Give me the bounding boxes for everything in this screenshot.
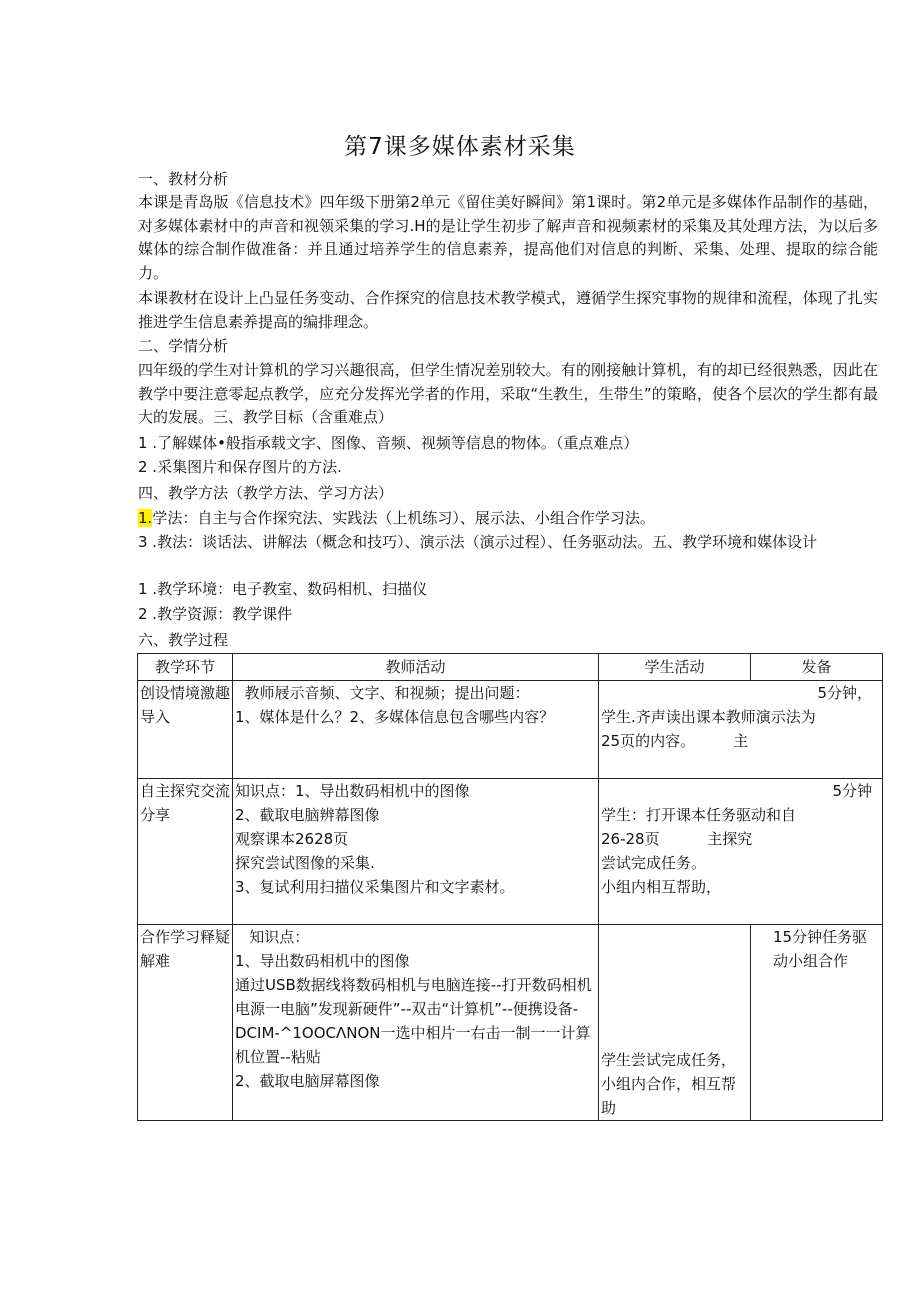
paragraph-textbook-design: 本课教材在设计上凸显任务变动、合作探究的信息技术教学模式，遵循学生探究事物的规律和流程，体现了扎实推进学生信息素养提高的编排理念。 bbox=[138, 289, 878, 331]
student-activity-cell bbox=[599, 681, 883, 779]
section-heading-students: 二、学情分析 bbox=[138, 337, 229, 355]
table-row bbox=[138, 681, 883, 779]
environment-item-1: 1 .教学环境：电子教室、数码相机、扫描仪 bbox=[138, 580, 428, 598]
student-activity-cell bbox=[599, 779, 883, 925]
student-activity-line: 26-28页 主探究 bbox=[601, 830, 753, 848]
section-heading-textbook: 一、教材分析 bbox=[138, 170, 229, 188]
teacher-activity-cell bbox=[233, 925, 599, 1121]
teacher-activity-line: 知识点：1、导出数码相机中的图像 bbox=[235, 782, 470, 800]
teacher-activity-line: 知识点： bbox=[235, 928, 310, 946]
method-item-1-text: 学法：自主与合作探究法、实践法（上机练习）、展示法、小组合作学习法。 bbox=[152, 509, 655, 527]
student-activity-cell bbox=[599, 925, 751, 1121]
table-row bbox=[138, 779, 883, 925]
teacher-activity-line: 2、截取电脑屏幕图像 bbox=[235, 1072, 380, 1090]
student-activity-line: 学生.齐声读出课本教师演示法为 bbox=[601, 708, 816, 726]
column-header: 学生活动 bbox=[599, 654, 751, 681]
highlight-marker: 1. bbox=[138, 509, 153, 527]
paragraph-student-analysis: 四年级的学生对计算机的学习兴趣很高，但学生情况差别较大。有的刚接触计算机，有的却已经很熟悉，因此在教学中要注意零起点教学，应充分发挥光学者的作用，采取“生教生，生带生”的策略，使各个层次的学生都有最大的发展。三、教学目标（含重难点） bbox=[138, 361, 878, 426]
teacher-activity-line: 1、媒体是什么？2、多媒体信息包含哪些内容？ bbox=[235, 708, 555, 726]
student-activity-line: 尝试完成任务。 bbox=[601, 854, 707, 872]
student-activity-time: 5分钟， bbox=[817, 684, 872, 702]
stage-cell: 自主探究交流分享 bbox=[138, 779, 233, 925]
paragraph-textbook-analysis: 本课是青岛版《信息技术》四年级下册第2单元《留住美好瞬间》第1课时。第2单元是多媒体作品制作的基础，对多媒体素材中的声音和视领采集的学习.H的是让学生初步了解声音和视频素材的采集及其处理方法，为以后多媒体的综合制作做准备：并且通过培养学生的信息素养，提高他们对信息的判断、采集、处理、提取的综合能力。 bbox=[138, 193, 878, 282]
teaching-process-table bbox=[137, 653, 883, 1121]
goal-item-1: 1 .了解媒体•般指承载文字、图像、音频、视频等信息的物体。（重点难点） bbox=[138, 434, 639, 452]
teacher-activity-line: 2、截取电脑辨幕图像 bbox=[235, 806, 380, 824]
teacher-activity-line: 观察课本2628页 bbox=[235, 830, 349, 848]
teacher-activity-cell bbox=[233, 681, 599, 779]
student-activity-line: 25页的内容。 主 bbox=[601, 732, 749, 750]
teacher-activity-line: 1、导出数码相机中的图像 bbox=[235, 952, 410, 970]
teacher-activity-line: 3、复试利用扫描仪采集图片和文字素材。 bbox=[235, 878, 515, 896]
section-heading-process: 六、教学过程 bbox=[138, 631, 229, 649]
section-heading-methods: 四、教学方法（教学方法、学习方法） bbox=[138, 484, 394, 502]
method-item-2: 3 .教法：谈话法、讲解法（概念和技巧）、演示法（演示过程）、任务驱动法。五、教学环境和媒体设计 bbox=[138, 533, 818, 551]
table-header-row bbox=[138, 654, 883, 681]
method-item-1 bbox=[138, 507, 655, 530]
teacher-activity-line: 探究尝试图像的采集. bbox=[235, 854, 375, 872]
environment-item-2: 2 .教学资源：教学课件 bbox=[138, 605, 293, 623]
equipment-text: 15分钟任务驱动小组合作 bbox=[773, 928, 868, 970]
teacher-activity-line: 教师屐示音频、文字、和视频；提出问题： bbox=[235, 684, 530, 702]
page-title: 第7课多媒体素材采集 bbox=[344, 134, 576, 160]
student-activity-line: 学生：打开课本任务驱动和自 bbox=[601, 806, 797, 824]
column-header: 教学环节 bbox=[138, 654, 233, 681]
student-activity-text: 学生尝试完成任务，小组内合作，相互帮助 bbox=[601, 1051, 737, 1117]
teacher-activity-cell bbox=[233, 779, 599, 925]
column-header: 教师活动 bbox=[233, 654, 599, 681]
student-activity-time: 5分钟 bbox=[832, 782, 872, 800]
stage-cell: 合作学习释疑解难 bbox=[138, 925, 233, 1121]
table-row bbox=[138, 925, 883, 1121]
stage-cell: 创设情境激趣导入 bbox=[138, 681, 233, 779]
column-header: 发备 bbox=[751, 654, 883, 681]
teacher-activity-line: 通过USB数据线将数码相机与电脑连接--打开数码相机电源一电脑”发现新硬件”--双击“计算机”--便携设备-DCIM-^1OOCΛNON一选中相片一右击一制一一计算机位置--粘贴 bbox=[235, 976, 592, 1066]
goal-item-2: 2 .采集图片和保存图片的方法. bbox=[138, 458, 342, 476]
student-activity-line: 小组内相互帮助， bbox=[601, 878, 722, 896]
equipment-cell bbox=[751, 925, 883, 1121]
